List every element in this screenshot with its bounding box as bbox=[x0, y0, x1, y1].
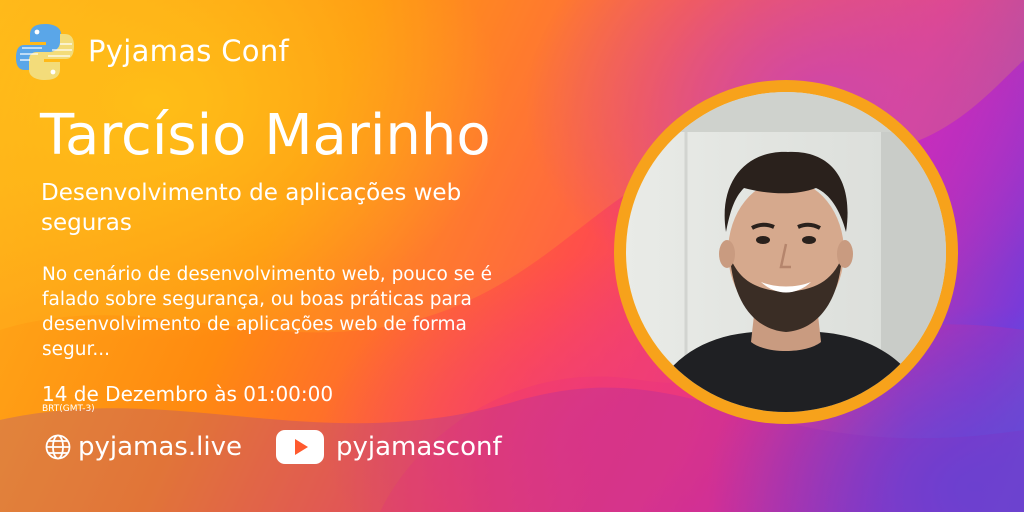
event-datetime: 14 de Dezembro às 01:00:00 bbox=[42, 382, 334, 406]
pyjamas-python-logo-icon bbox=[12, 18, 78, 84]
speaker-photo-frame bbox=[614, 80, 958, 424]
youtube-icon bbox=[276, 430, 324, 464]
speaker-photo bbox=[626, 92, 946, 412]
talk-title: Desenvolvimento de aplicações web seguras bbox=[41, 180, 462, 236]
globe-icon bbox=[44, 433, 72, 461]
event-timezone: BRT(GMT-3) bbox=[42, 404, 95, 414]
website-label: pyjamas.live bbox=[78, 432, 242, 462]
youtube-label: pyjamasconf bbox=[335, 432, 502, 462]
talk-description: No cenário de desenvolvimento web, pouco se é falado sobre segurança, ou boas práticas para desenvolvimento de aplicações web de forma segur... bbox=[42, 264, 493, 360]
footer-links bbox=[44, 430, 502, 464]
youtube-link[interactable] bbox=[276, 430, 502, 464]
brand-header bbox=[12, 18, 289, 84]
brand-name: Pyjamas Conf bbox=[88, 34, 290, 68]
speaker-name: Tarcísio Marinho bbox=[40, 103, 491, 168]
website-link[interactable] bbox=[44, 432, 242, 462]
